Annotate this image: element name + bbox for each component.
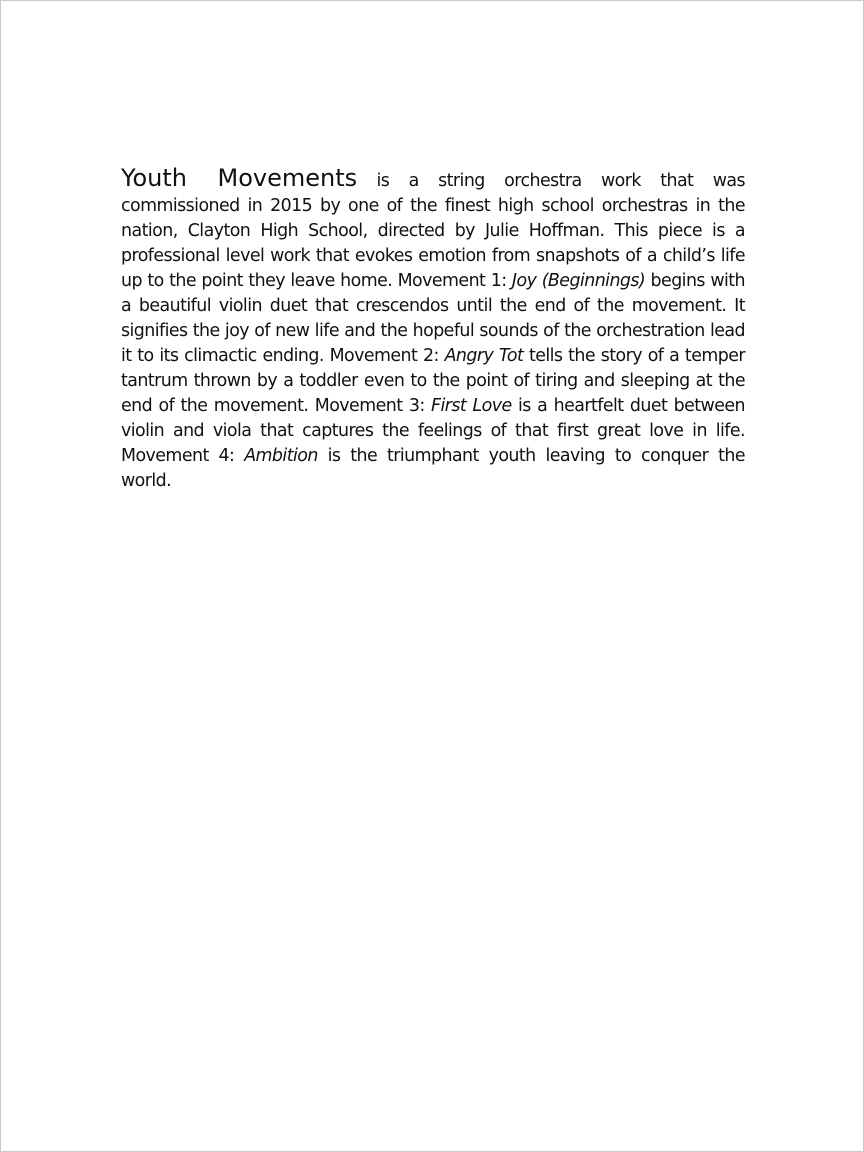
movement-4-title: Ambition bbox=[244, 446, 318, 466]
text-segment-2: begins with a beautiful violin duet that crescendos until the end of the movement. It signifies the joy of new life and the hopeful sounds of the orchestration lead it to its climactic ending. Movement 2: bbox=[121, 271, 746, 366]
body-paragraph bbox=[121, 166, 745, 494]
movement-3-title: First Love bbox=[431, 396, 512, 416]
movement-1-title: Joy (Beginnings) bbox=[511, 271, 646, 291]
movement-2-title: Angry Tot bbox=[444, 346, 524, 366]
text-segment-3: tells the story of a temper tantrum thrown by a toddler even to the point of tiring and sleeping at the end of the movement. Movement 3: bbox=[121, 346, 745, 416]
text-segment-1: is a string orchestra work that was commissioned in 2015 by one of the finest high school orchestras in the nation, Clayton High School, directed by Julie Hoffman. This piece is a professional level work that evokes emotion from snapshots of a child’s life up to the point they leave home. Movement 1: bbox=[121, 171, 745, 291]
text-segment-5: is the triumphant youth leaving to conquer the world. bbox=[121, 446, 745, 491]
text-segment-4: is a heartfelt duet between violin and viola that captures the feelings of that first great love in life. Movement 4: bbox=[121, 396, 745, 466]
work-title: Youth Movements bbox=[121, 164, 358, 192]
